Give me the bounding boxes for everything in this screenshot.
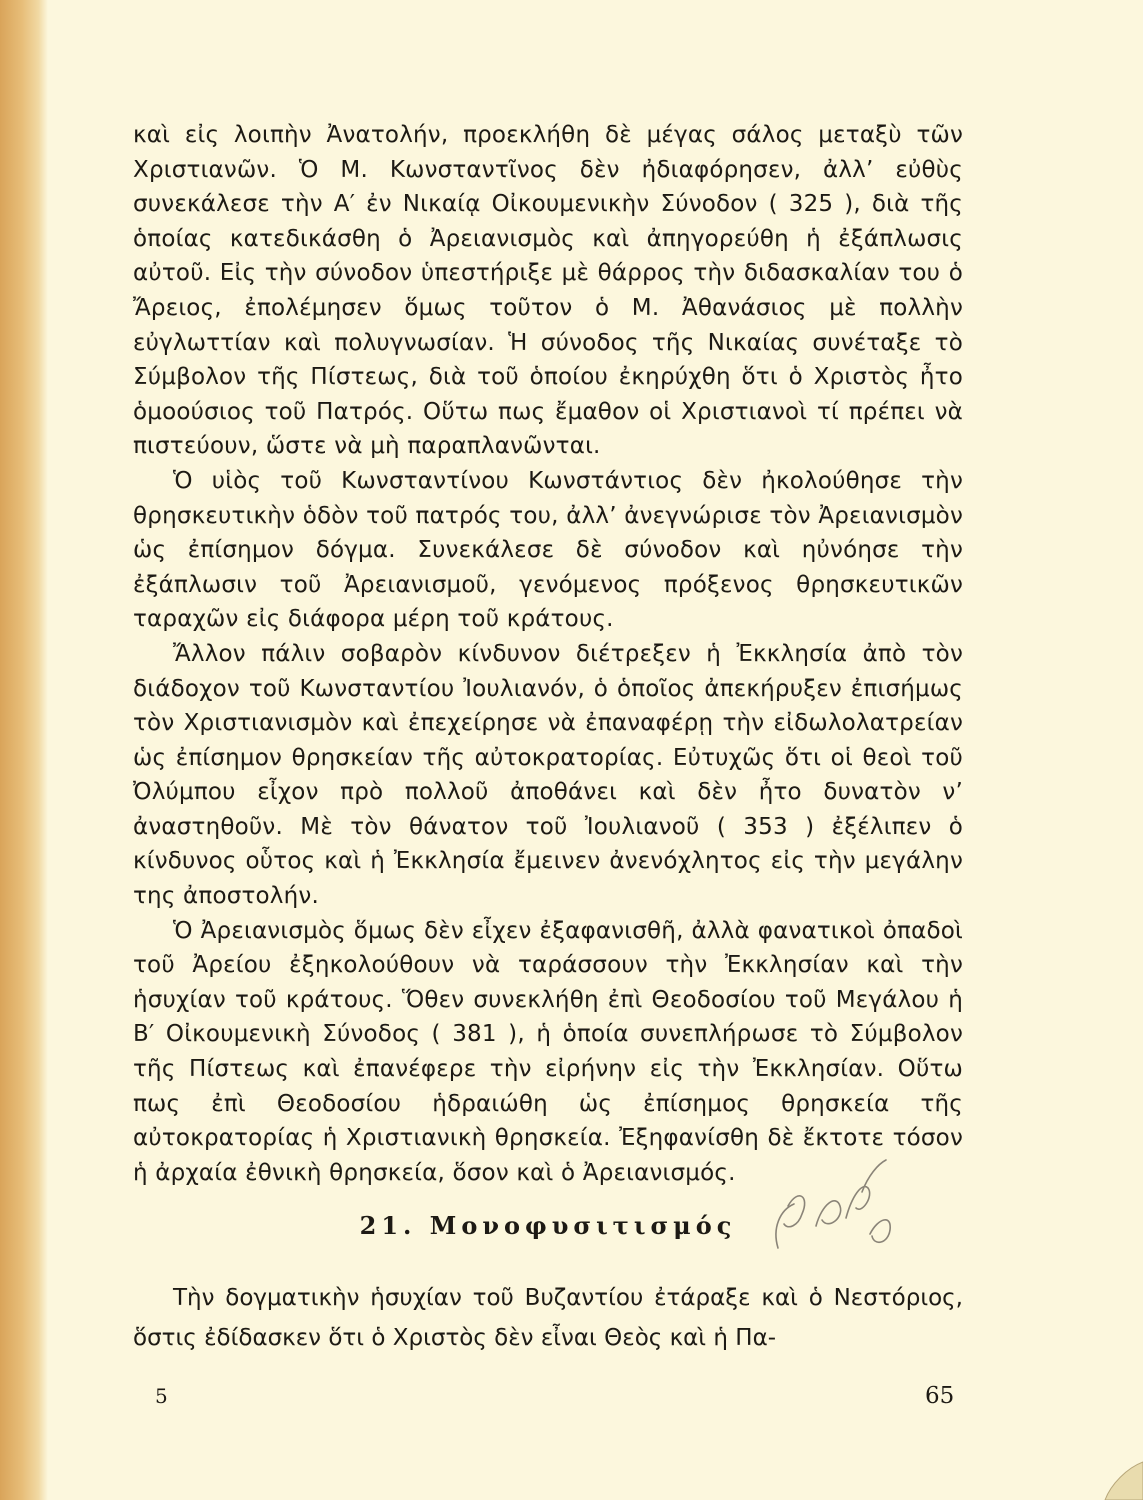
- sheet-number: 5: [155, 1384, 168, 1408]
- page-binding-edge: [0, 0, 48, 1500]
- page-corner-curl: [1097, 1454, 1143, 1500]
- paragraph-3: Ἄλλον πάλιν σοβαρὸν κίνδυνον διέτρεξεν ἡ Ἐκκλησία ἀπὸ τὸν διάδοχον τοῦ Κωνσταντίου Ἰουλιανόν, ὁ ὁποῖος ἀπεκήρυξεν ἐπισήμως τὸν Χριστιανισμὸν καὶ ἐπεχείρησε νὰ ἐπαναφέρῃ τὴν εἰδωλολατρείαν ὡς ἐπίσημον θρησκείαν τῆς αὐτοκρατορίας. Εὐτυχῶς ὅτι οἱ θεοὶ τοῦ Ὀλύμπου εἶχον πρὸ πολλοῦ ἀποθάνει καὶ δὲν ἦτο δυνατὸν ν’ ἀναστηθοῦν. Μὲ τὸν θάνατον τοῦ Ἰουλιανοῦ ( 353 ) ἐξέλιπεν ὁ κίνδυνος οὗτος καὶ ἡ Ἐκκλησία ἔμεινεν ἀνενόχλητος εἰς τὴν μεγάλην της ἀποστολήν.: [133, 640, 963, 910]
- section-body-text: [133, 1278, 963, 1358]
- paragraph-1: καὶ εἰς λοιπὴν Ἀνατολήν, προεκλήθη δὲ μέγας σάλος μεταξὺ τῶν Χριστιανῶν. Ὁ Μ. Κωνσταντῖνος δὲν ἠδιαφόρησεν, ἀλλ’ εὐθὺς συνεκάλεσε τὴν Α′ ἐν Νικαίᾳ Οἰκουμενικὴν Σύνοδον ( 325 ), διὰ τῆς ὁποίας κατεδικάσθη ὁ Ἀρειανισμὸς καὶ ἀπηγορεύθη ἡ ἐξάπλωσις αὐτοῦ. Εἰς τὴν σύνοδον ὑπεστήριξε μὲ θάρρος τὴν διδασκαλίαν του ὁ Ἄρειος, ἐπολέμησεν ὅμως τοῦτον ὁ Μ. Ἀθανάσιος μὲ πολλὴν εὐγλωττίαν καὶ πολυγνωσίαν. Ἡ σύνοδος τῆς Νικαίας συνέταξε τὸ Σύμβολον τῆς Πίστεως, διὰ τοῦ ὁποίου ἐκηρύχθη ὅτι ὁ Χριστὸς ἦτο ὁμοούσιος τοῦ Πατρός. Οὕτω πως ἔμαθον οἱ Χριστιανοὶ τί πρέπει νὰ πιστεύουν, ὥστε νὰ μὴ παραπλανῶνται.: [133, 122, 963, 460]
- body-text: [133, 118, 963, 1190]
- handwritten-signature-mark: [758, 1148, 908, 1258]
- paragraph-2: Ὁ υἱὸς τοῦ Κωνσταντίνου Κωνστάντιος δὲν ἠκολούθησε τὴν θρησκευτικὴν ὁδὸν τοῦ πατρός του, ἀλλ’ ἀνεγνώρισε τὸν Ἀρειανισμὸν ὡς ἐπίσημον δόγμα. Συνεκάλεσε δὲ σύνοδον καὶ ηὐνόησε τὴν ἐξάπλωσιν τοῦ Ἀρειανισμοῦ, γενόμενος πρόξενος θρησκευτικῶν ταραχῶν εἰς διάφορα μέρη τοῦ κράτους.: [133, 467, 963, 633]
- section-heading: 21. Μονοφυσιτισμός: [359, 1211, 737, 1240]
- paragraph-4: Ὁ Ἀρειανισμὸς ὅμως δὲν εἶχεν ἐξαφανισθῆ, ἀλλὰ φανατικοὶ ὀπαδοὶ τοῦ Ἀρείου ἐξηκολούθουν νὰ ταράσσουν τὴν Ἐκκλησίαν καὶ τὴν ἡσυχίαν τοῦ κράτους. Ὅθεν συνεκλήθη ἐπὶ Θεοδοσίου τοῦ Μεγάλου ἡ Β′ Οἰκουμενικὴ Σύνοδος ( 381 ), ἡ ὁποία συνεπλήρωσε τὸ Σύμβολον τῆς Πίστεως καὶ ἐπανέφερε τὴν εἰρήνην εἰς τὴν Ἐκκλησίαν. Οὕτω πως ἐπὶ Θεοδοσίου ἡδραιώθη ὡς ἐπίσημος θρησκεία τῆς αὐτοκρατορίας ἡ Χριστιανικὴ θρησκεία. Ἐξηφανίσθη δὲ ἔκτοτε τόσον ἡ ἀρχαία ἐθνικὴ θρησκεία, ὅσον καὶ ὁ Ἀρειανισμός.: [133, 917, 963, 1186]
- page-number: 65: [925, 1383, 955, 1409]
- section-paragraph: Τὴν δογματικὴν ἡσυχίαν τοῦ Βυζαντίου ἐτάραξε καὶ ὁ Νεστόριος, ὅστις ἐδίδασκεν ὅτι ὁ Χριστὸς δὲν εἶναι Θεὸς καὶ ἡ Πα-: [133, 1285, 963, 1351]
